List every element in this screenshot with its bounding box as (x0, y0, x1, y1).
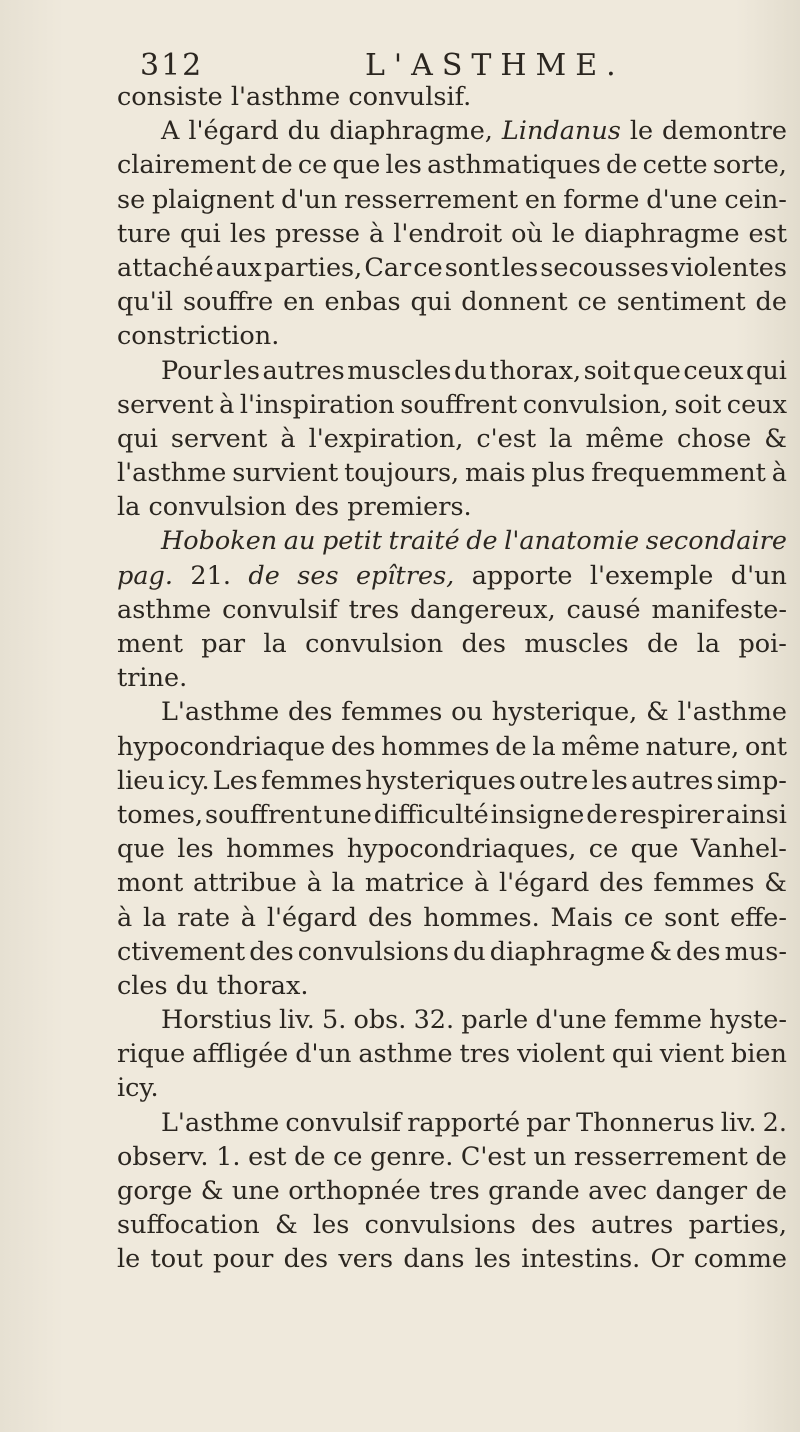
word: un (533, 1141, 567, 1172)
word: des (367, 902, 413, 933)
word: à (306, 868, 322, 899)
word: 5. (321, 1005, 347, 1036)
word: aux (215, 252, 262, 283)
word: d'une (535, 1005, 607, 1036)
word: du (287, 116, 321, 147)
word: diaphragme, (329, 116, 493, 147)
word: où (511, 218, 543, 249)
word: outre (519, 765, 589, 796)
word: femmes (341, 697, 443, 728)
text-line (117, 183, 787, 217)
word: respirer (619, 799, 724, 830)
word: chose (676, 423, 752, 454)
word: de (261, 150, 293, 181)
word: autres (631, 765, 714, 796)
word: que (630, 834, 679, 865)
word: tres (459, 1039, 511, 1070)
word: l'endroit (393, 218, 503, 249)
word: observ. (117, 1141, 209, 1172)
word: l'égard (188, 116, 279, 147)
word: qui (179, 218, 221, 249)
word: autres (591, 1210, 674, 1241)
word: servent (117, 389, 214, 420)
word: ment (117, 629, 183, 659)
word: secousses (540, 252, 669, 283)
word: d'un (295, 1039, 352, 1070)
word: femmes (261, 765, 363, 796)
text-line (117, 866, 787, 900)
word: du (452, 936, 486, 967)
word: Mais (550, 902, 614, 933)
word: manifeste- (651, 594, 787, 625)
word: Horstius (161, 1005, 272, 1036)
word: de (248, 560, 280, 591)
word: les (177, 834, 214, 865)
text-line (117, 798, 787, 832)
word: par (201, 629, 246, 659)
word: thorax, (489, 355, 582, 386)
word: convulsion (305, 629, 444, 659)
word-run: cles du thorax. (117, 970, 309, 1001)
word: rique (117, 1039, 186, 1070)
word: mus- (724, 936, 787, 967)
word: enbas (324, 287, 401, 318)
word: ont (744, 731, 787, 762)
text-line (117, 388, 787, 422)
text-line (117, 251, 787, 285)
text-line (117, 1106, 787, 1140)
word-run: consiste l'asthme convulsif. (117, 82, 472, 112)
word: rapporté (407, 1107, 521, 1138)
text-line (117, 285, 787, 319)
word: femmes (653, 868, 755, 899)
word: resserrement (344, 184, 519, 215)
word: toujours, (344, 458, 460, 489)
word: avec (588, 1176, 648, 1206)
word: cette (642, 150, 708, 181)
word: ture (117, 218, 171, 249)
body-text (117, 80, 787, 1277)
word: qui (611, 1039, 653, 1070)
word: & (764, 423, 787, 454)
word: des (676, 936, 721, 967)
word: donnent (461, 287, 568, 318)
word: dangereux, (410, 594, 556, 625)
word: Lindanus (501, 116, 621, 147)
word: l'égard (499, 868, 590, 899)
word: l'asthme (117, 458, 227, 489)
word: qui (117, 423, 158, 454)
word: 2. (762, 1107, 787, 1138)
word: frequemment (591, 458, 766, 489)
word: diaphragme (489, 936, 646, 967)
word: des (599, 868, 644, 899)
word: même (585, 423, 664, 454)
word: servent (170, 423, 268, 454)
word: demontre (662, 116, 787, 147)
word: parties, (688, 1210, 787, 1241)
word: l'asthme (677, 697, 787, 728)
text-line (117, 1208, 787, 1242)
word: par (526, 1107, 570, 1138)
word: que (117, 834, 165, 865)
word: tres (348, 594, 400, 625)
word: muscles (524, 629, 629, 659)
word: asthmatiques (427, 150, 601, 181)
word: sentiment (616, 287, 746, 318)
word: de (755, 287, 787, 318)
word: hommes (381, 731, 490, 762)
word: & (274, 1210, 298, 1241)
word: la (263, 629, 287, 659)
word: qu'il (117, 287, 174, 318)
word: cein- (724, 184, 787, 215)
word: convulsif (222, 594, 338, 625)
text-line (117, 969, 787, 1003)
word: lieu (117, 765, 165, 796)
text-line (117, 490, 787, 524)
word: sont (444, 252, 500, 283)
text-line (117, 1174, 787, 1208)
text-line (117, 935, 787, 969)
word: que (633, 355, 681, 386)
word: muscles (347, 355, 452, 386)
word: des (531, 1210, 576, 1241)
word: matrice (364, 868, 465, 899)
word: de (466, 526, 498, 557)
word: simp- (716, 765, 787, 796)
word: poi- (738, 629, 787, 659)
word: à (771, 458, 787, 489)
word: la (331, 868, 356, 899)
word: nature, (645, 731, 740, 762)
word: L'asthme (161, 697, 280, 728)
text-line (117, 354, 787, 388)
word: epîtres, (355, 560, 455, 591)
word: vers (338, 1244, 394, 1275)
word: soit (674, 389, 722, 420)
word: bien (730, 1039, 787, 1070)
word: autres (262, 355, 345, 386)
word: des (330, 731, 376, 762)
word: les (229, 218, 267, 249)
word: d'une (646, 184, 718, 215)
word: C'est (460, 1141, 526, 1172)
word: que (332, 150, 381, 181)
word-run: trine. (117, 663, 188, 694)
word: attaché (117, 252, 214, 283)
word: presse (275, 218, 361, 249)
word: suffocation (117, 1210, 260, 1241)
running-title: L'ASTHME. (365, 48, 625, 83)
word: c'est (476, 423, 537, 454)
word: ainsi (725, 799, 787, 830)
word: en (524, 184, 557, 215)
word: diaphragme (584, 218, 740, 249)
word: asthme (358, 1039, 453, 1070)
word: violent (517, 1039, 605, 1070)
word: l'inspiration (239, 389, 395, 420)
word: plaignent (151, 184, 275, 215)
word: convulsion, (522, 389, 669, 420)
word: les (501, 252, 539, 283)
word: ce (297, 150, 328, 181)
word: est (748, 218, 787, 249)
word: sorte, (712, 150, 787, 181)
word: hysteriques (365, 765, 516, 796)
word: ou (451, 697, 483, 728)
word: 21. (190, 560, 231, 591)
word: des (249, 936, 294, 967)
word: à (240, 902, 256, 933)
word: Hoboken (161, 526, 278, 557)
word: ce (413, 252, 443, 283)
text-line (117, 422, 787, 456)
word: obs. (353, 1005, 407, 1036)
word: des (461, 629, 506, 659)
word: ceux (683, 355, 744, 386)
word: convulsif (285, 1107, 402, 1138)
word: Les (212, 765, 258, 796)
word: le (629, 116, 654, 147)
word: Vanhel- (690, 834, 787, 865)
text-line (117, 661, 787, 695)
word: intestins. (521, 1244, 641, 1275)
word: rate (177, 902, 230, 933)
word: souffrent (205, 799, 322, 830)
word: à (219, 389, 235, 420)
text-line (117, 1037, 787, 1071)
word: au (283, 526, 316, 557)
word: souffrent (400, 389, 518, 420)
word: ses (297, 560, 339, 591)
word: & (649, 936, 672, 967)
word: vient (659, 1039, 725, 1070)
word: le (551, 218, 576, 249)
word: en (283, 287, 315, 318)
page-number: 312 (140, 48, 204, 83)
word: Or (650, 1244, 684, 1275)
word: affligée (192, 1039, 289, 1070)
word: la (696, 629, 721, 659)
word-run: constriction. (117, 321, 280, 352)
word: ce (333, 1141, 363, 1172)
word: Car (364, 252, 412, 283)
word: causé (566, 594, 641, 625)
word: à (117, 902, 133, 933)
word: ctivement (117, 936, 246, 967)
word: de (495, 731, 527, 762)
word: une (231, 1176, 280, 1206)
word: & (646, 697, 669, 728)
word: la (143, 902, 167, 933)
word: de (606, 150, 638, 181)
word: d'un (281, 184, 338, 215)
word: hyste- (709, 1005, 787, 1036)
text-line (117, 80, 787, 114)
text-line (117, 730, 787, 764)
word: hysterique, (491, 697, 638, 728)
word: hypocondriaque (117, 731, 326, 762)
word: même (561, 731, 640, 762)
word: pour (213, 1244, 274, 1275)
word: comme (693, 1244, 787, 1275)
word: qui (746, 355, 787, 386)
word: une (323, 799, 372, 830)
text-line (117, 524, 787, 558)
word: convulsions (364, 1210, 516, 1241)
word: genre. (370, 1141, 454, 1172)
text-line (117, 559, 787, 593)
word: parties, (263, 252, 363, 283)
word: qui (410, 287, 452, 318)
word: icy. (168, 765, 210, 796)
word: & (764, 868, 787, 899)
text-line (117, 764, 787, 798)
word: Thonnerus (576, 1107, 715, 1138)
text-line (117, 148, 787, 182)
word: convulsions (297, 936, 449, 967)
word: hommes (226, 834, 335, 865)
text-line (117, 832, 787, 866)
text-line (117, 1140, 787, 1174)
text-line (117, 593, 787, 627)
word: les (313, 1210, 350, 1241)
word: à (369, 218, 385, 249)
word: L'asthme (161, 1107, 280, 1138)
word: danger (655, 1176, 748, 1206)
word-run: icy. (117, 1073, 159, 1104)
word: parle (461, 1005, 529, 1036)
text-line (117, 901, 787, 935)
word: grande (488, 1176, 580, 1206)
word: violentes (670, 252, 787, 283)
word: secondaire (645, 526, 787, 557)
word: de (586, 799, 618, 830)
text-line (117, 456, 787, 490)
word: les (474, 1244, 512, 1275)
word: dans (403, 1244, 465, 1275)
word: l'égard (266, 902, 358, 933)
word: de (755, 1176, 787, 1206)
word: est (248, 1141, 287, 1172)
word: le (117, 1244, 141, 1275)
word: ceux (726, 389, 787, 420)
word: asthme (117, 594, 212, 625)
word: forme (563, 184, 640, 215)
text-line (117, 114, 787, 148)
word: à (280, 423, 296, 454)
word: difficulté (373, 799, 489, 830)
word: ce (588, 834, 619, 865)
word: ce (623, 902, 654, 933)
word: mont (117, 868, 184, 899)
word: 32. (413, 1005, 455, 1036)
word: des (287, 697, 333, 728)
text-line (117, 695, 787, 729)
word: les (223, 355, 260, 386)
word: petit (321, 526, 383, 557)
word: insigne (490, 799, 585, 830)
word: sont (664, 902, 720, 933)
word: resserrement (573, 1141, 748, 1172)
word: la (532, 731, 556, 762)
word: la (549, 423, 573, 454)
text-line (117, 627, 787, 661)
word: de (646, 629, 679, 659)
word-run: la convulsion des premiers. (117, 492, 472, 523)
word: de (755, 1141, 787, 1172)
word: tout (150, 1244, 203, 1275)
word: apporte (471, 560, 573, 591)
word: tres (429, 1176, 480, 1206)
word: hommes. (423, 902, 540, 933)
text-line (117, 1071, 787, 1105)
word: ce (577, 287, 607, 318)
word: souffre (182, 287, 274, 318)
word: les (591, 765, 628, 796)
word: liv. (278, 1005, 315, 1036)
word: plus (531, 458, 586, 489)
word: orthopnée (288, 1176, 421, 1206)
word: à (474, 868, 490, 899)
word: 1. (216, 1141, 241, 1172)
word: A (161, 116, 180, 147)
word: du (454, 355, 487, 386)
word: mais (464, 458, 526, 489)
word: l'anatomie (504, 526, 640, 557)
word: des (283, 1244, 329, 1275)
word: les (385, 150, 422, 181)
word: effe- (730, 902, 787, 933)
word: gorge (117, 1176, 193, 1206)
word: attribue (193, 868, 297, 899)
word: Pour (161, 355, 222, 386)
text-line (117, 217, 787, 251)
word: soit (583, 355, 631, 386)
word: de (294, 1141, 326, 1172)
word: l'expiration, (308, 423, 464, 454)
text-line (117, 319, 787, 353)
word: l'exemple (589, 560, 714, 591)
word: & (200, 1176, 224, 1206)
word: tomes, (117, 799, 204, 830)
word: liv. (720, 1107, 757, 1138)
word: pag. (117, 560, 173, 591)
text-line (117, 1003, 787, 1037)
word: femme (613, 1005, 702, 1036)
text-line (117, 1242, 787, 1276)
word: survient (232, 458, 339, 489)
word: hypocondriaques, (346, 834, 577, 865)
word: traité (388, 526, 460, 557)
word: se (117, 184, 146, 215)
word: d'un (730, 560, 787, 591)
word: clairement (117, 150, 257, 181)
